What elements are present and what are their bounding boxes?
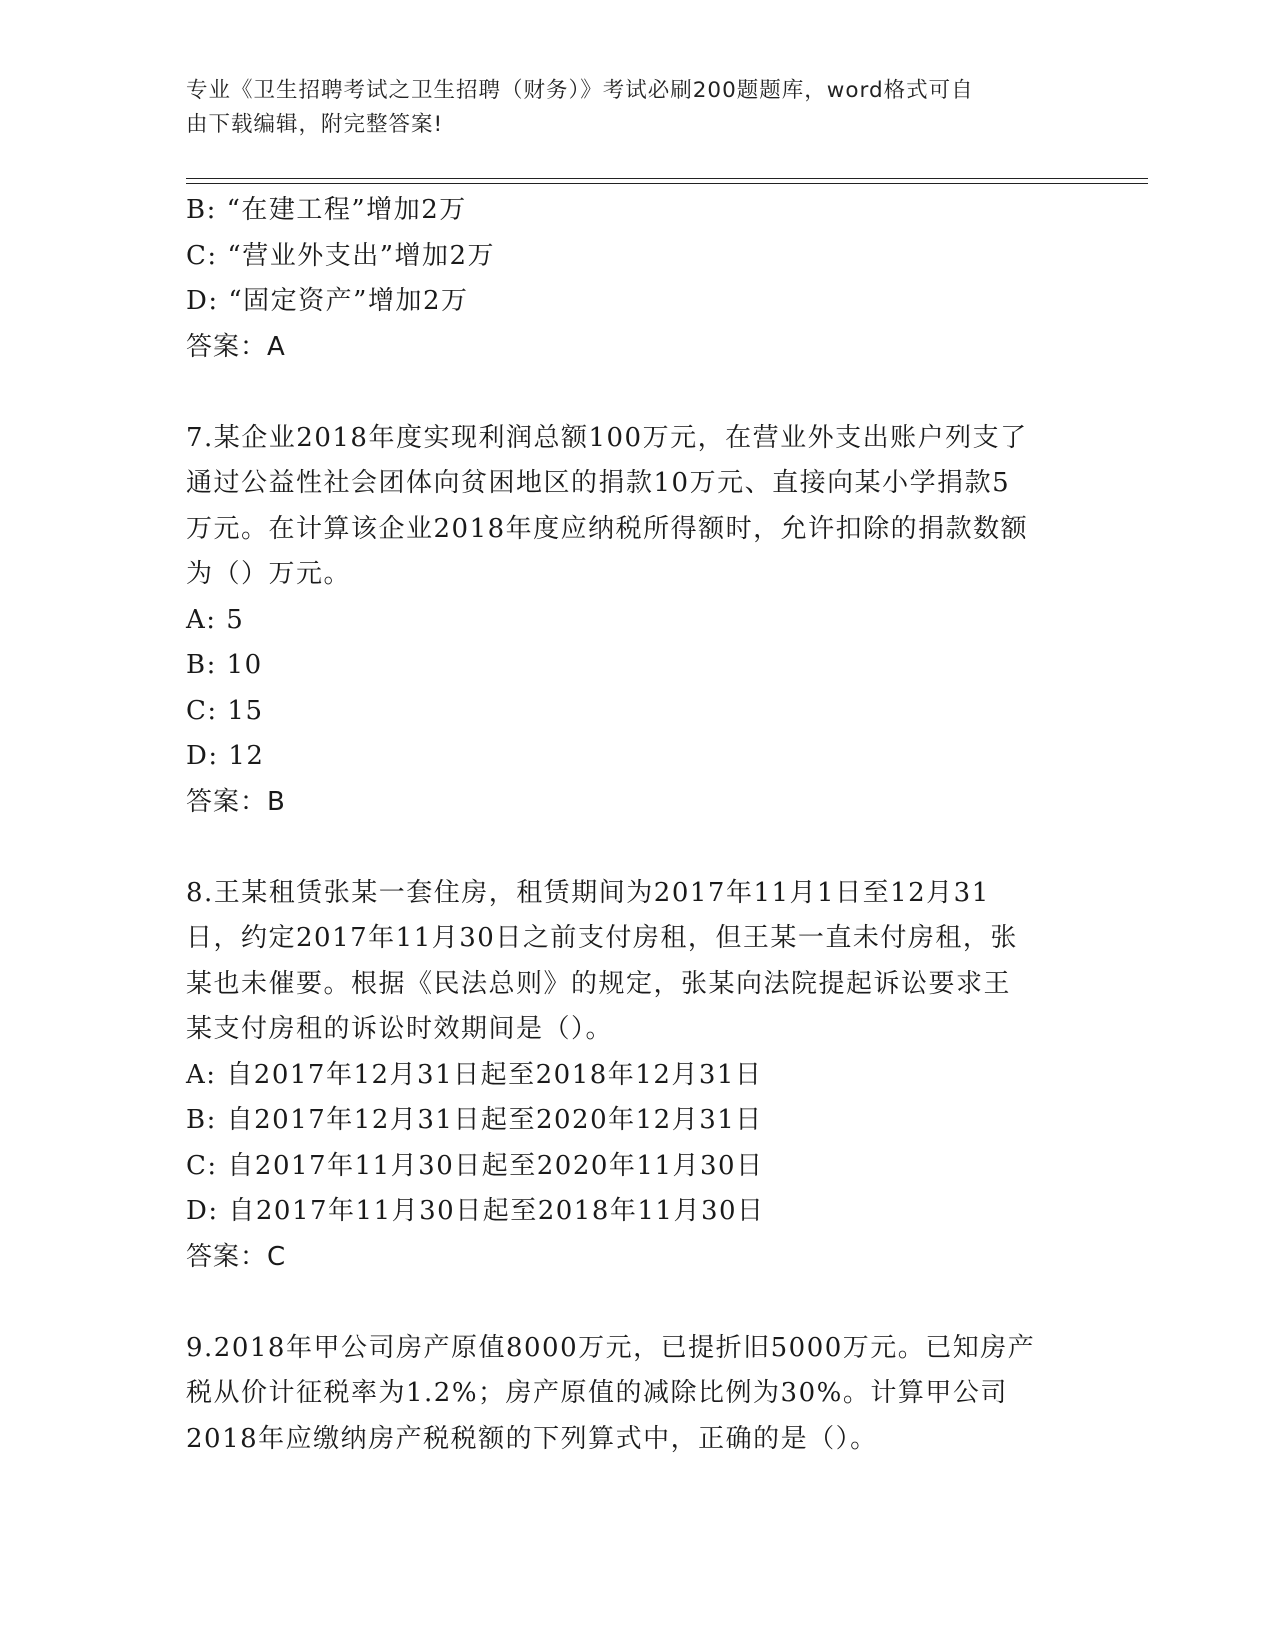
option-d: D: “固定资产”增加2万: [186, 286, 469, 316]
option-d: D: 自2017年11月30日起至2018年11月30日: [186, 1196, 765, 1226]
question-text-line: 日，约定2017年11月30日之前支付房租，但王某一直未付房租，张: [186, 923, 1018, 953]
header-line-1: 专业《卫生招聘考试之卫生招聘（财务）》考试必刷200题题库，word格式可自: [186, 78, 974, 103]
spacer: [186, 1280, 1086, 1326]
question-text-line: 为（）万元。: [186, 559, 352, 589]
option-c: C: 自2017年11月30日起至2020年11月30日: [186, 1150, 764, 1181]
question-text-line: 7.某企业2018年度实现利润总额100万元，在营业外支出账户列支了: [186, 422, 1028, 453]
option-a: A: 自2017年12月31日起至2018年12月31日: [186, 1059, 763, 1090]
question-text-line: 9.2018年甲公司房产原值8000万元，已提折旧5000万元。已知房产: [186, 1332, 1036, 1363]
spacer: [186, 825, 1086, 871]
option-b: B: “在建工程”增加2万: [186, 195, 467, 225]
question-7: [186, 416, 1086, 826]
option-c: C: “营业外支出”增加2万: [186, 240, 496, 271]
question-text-line: 万元。在计算该企业2018年度应纳税所得额时，允许扣除的捐款数额: [186, 513, 1029, 544]
document-header: [186, 74, 1066, 142]
question-9: [186, 1326, 1086, 1463]
previous-question: [186, 188, 1086, 370]
document-body: [186, 188, 1086, 1462]
question-text-line: 2018年应缴纳房产税税额的下列算式中，正确的是（）。: [186, 1423, 878, 1454]
option-c: C: 15: [186, 695, 264, 726]
option-b: B: 自2017年12月31日起至2020年12月31日: [186, 1105, 763, 1135]
option-a: A: 5: [186, 604, 245, 635]
option-d: D: 12: [186, 741, 265, 771]
spacer: [186, 370, 1086, 416]
header-line-2: 由下载编辑，附完整答案!: [186, 112, 444, 137]
question-text-line: 通过公益性社会团体向贫困地区的捐款10万元、直接向某小学捐款5: [186, 468, 1011, 498]
answer-line: 答案：A: [186, 331, 286, 362]
question-text-line: 某支付房租的诉讼时效期间是（）。: [186, 1014, 614, 1044]
question-8: [186, 871, 1086, 1281]
question-text-line: 某也未催要。根据《民法总则》的规定，张某向法院提起诉讼要求王: [186, 968, 1012, 999]
option-b: B: 10: [186, 650, 263, 680]
question-text-line: 税从价计征税率为1.2%；房产原值的减除比例为30%。计算甲公司: [186, 1378, 1008, 1408]
header-divider-top: [186, 178, 1148, 179]
question-text-line: 8.王某租赁张某一套住房，租赁期间为2017年11月1日至12月31: [186, 877, 990, 908]
answer-line: 答案：C: [186, 1241, 287, 1272]
answer-line: 答案：B: [186, 786, 286, 817]
header-divider-bottom: [186, 183, 1148, 184]
